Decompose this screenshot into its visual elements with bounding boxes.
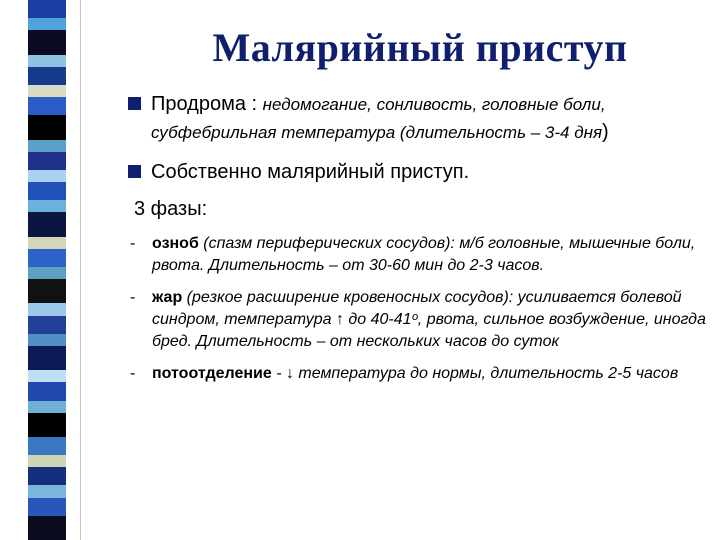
phase-keyword-sweat: потоотделение	[152, 365, 272, 382]
slide-content	[128, 90, 708, 395]
stripe-segment	[28, 237, 66, 249]
stripe-segment	[28, 170, 66, 182]
bullet-prodroma	[128, 90, 708, 146]
dash-marker: -	[130, 365, 136, 382]
phase-keyword-chill: озноб	[152, 235, 199, 252]
vertical-divider-line	[80, 0, 81, 540]
stripe-segment	[28, 516, 66, 540]
stripe-segment	[28, 334, 66, 346]
stripe-segment	[28, 249, 66, 267]
bullet-desc-prodroma: недомогание, сонливость, головные боли, субфебрильная температура (длительность – 3-4 дня	[151, 95, 606, 142]
stripe-segment	[28, 279, 66, 303]
stripe-segment	[28, 401, 66, 413]
stripe-segment	[28, 346, 66, 370]
stripe-segment	[28, 382, 66, 400]
stripe-segment	[28, 0, 66, 18]
phase-text-chill: (спазм периферических сосудов): м/б головные, мышечные боли, рвота. Длительность – от 30-60 мин до 2-3 часов.	[152, 235, 696, 274]
dash-marker: -	[130, 235, 136, 252]
stripe-segment	[28, 85, 66, 97]
stripe-segment	[28, 55, 66, 67]
phase-item-fever	[128, 287, 708, 353]
stripe-segment	[28, 115, 66, 139]
bullet-lead-prodroma: Продрома :	[151, 93, 263, 115]
slide-title: Малярийный приступ	[212, 25, 628, 70]
phases-label: 3 фазы:	[134, 198, 208, 220]
stripe-segment	[28, 303, 66, 315]
stripe-segment	[28, 152, 66, 170]
phase-text-fever: (резкое расширение кровеносных сосудов): усиливается болевой синдром, температура ↑ до 40-41ᵒ, рвота, сильное возбуждение, иногда бред. Длительность – от нескольких часов до суток	[152, 289, 706, 350]
stripe-segment	[28, 467, 66, 485]
bullet-end-paren: )	[602, 121, 609, 143]
stripe-segment	[28, 370, 66, 382]
stripe-segment	[28, 140, 66, 152]
stripe-segment	[28, 316, 66, 334]
phase-item-sweat	[128, 363, 708, 385]
stripe-segment	[28, 200, 66, 212]
stripe-segment	[28, 30, 66, 54]
stripe-segment	[28, 67, 66, 85]
stripe-segment	[28, 182, 66, 200]
bullet-attack	[128, 158, 708, 186]
stripe-segment	[28, 212, 66, 236]
stripe-segment	[28, 437, 66, 455]
phase-text-sweat: - ↓ температура до нормы, длительность 2-5 часов	[271, 365, 679, 382]
square-bullet-icon	[128, 165, 141, 178]
phase-keyword-fever: жар	[152, 289, 183, 306]
phase-item-chill	[128, 233, 708, 277]
bullet-lead-attack: Собственно малярийный приступ.	[151, 161, 470, 183]
stripe-segment	[28, 485, 66, 497]
stripe-segment	[28, 267, 66, 279]
stripe-segment	[28, 455, 66, 467]
decorative-stripe	[28, 0, 66, 540]
square-bullet-icon	[128, 97, 141, 110]
stripe-segment	[28, 18, 66, 30]
stripe-segment	[28, 97, 66, 115]
stripe-segment	[28, 413, 66, 437]
stripe-segment	[28, 498, 66, 516]
dash-marker: -	[130, 289, 136, 306]
